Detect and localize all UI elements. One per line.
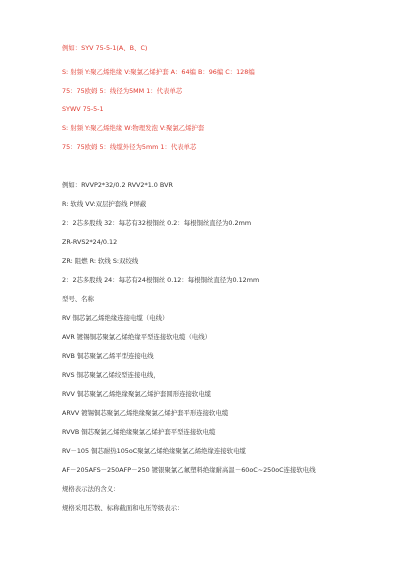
sywv-model-code: SYWV 75-5-1: [62, 105, 104, 113]
example-rvvp-heading: 例如：RVVP2*32/0.2 RVV2*1.0 BVR: [62, 181, 173, 189]
rvvp-code-explanation: R: 软线 VV:双层护套线 P屏蔽: [62, 200, 147, 208]
spec-meaning-heading: 规格表示法的含义：: [62, 485, 120, 493]
example-syv-heading: 例如：SYV 75-5-1(A、B、C): [62, 44, 148, 52]
model-rvv: RVV 铜芯聚氯乙烯绝缘聚氯乙烯护套圆形连接软电缆: [62, 390, 212, 398]
model-rv-105: RV－105 铜芯耐热105oC聚氯乙烯绝缘聚氯乙烯绝缘连接软电缆: [62, 447, 246, 455]
model-rvvb: RVVB 铜芯聚氯乙烯绝缘聚氯乙烯护套平型连接软电缆: [62, 428, 216, 436]
model-avr: AVR 镀锡铜芯聚氯乙烯绝缘平型连接软电缆（电线）: [62, 333, 212, 341]
model-rvb: RVB 铜芯聚氯乙烯平型连接电线: [62, 352, 154, 360]
sywv-code-explanation: S: 射频 Y:聚乙烯绝缘 W:物理发泡 V:聚氯乙烯护套: [62, 124, 205, 132]
sywv-size-explanation: 75：75欧姆 5：线缆外径为5mm 1：代表单芯: [62, 143, 197, 151]
model-af-series: AF－205AFS－250AFP－250 镀银聚氯乙氟塑料绝缘耐高温－60oC~250oC连接软电线: [62, 466, 316, 474]
model-rvs: RVS 铜芯聚氯乙烯绞型连接电线，: [62, 371, 160, 379]
syv-code-explanation: S: 射频 Y:聚乙烯绝缘 V:聚氯乙烯护套 A：64编 B：96编 C：128编: [62, 68, 255, 76]
model-name-heading: 型号、名称: [62, 295, 94, 303]
model-rv: RV 铜芯氯乙烯绝缘连接电缆（电线）: [62, 314, 169, 322]
zr-rvs-code-explanation: ZR: 阻燃 R: 软线 S:双绞线: [62, 257, 139, 265]
spec-format-description: 规格采用芯数、标称截面和电压等级表示：: [62, 504, 184, 512]
model-arvv: ARVV 镀锡铜芯聚氯乙烯绝缘聚氯乙烯护套平形连接软电缆: [62, 409, 229, 417]
rvvp-size-explanation: 2：2芯多股线 32：每芯有32根铜丝 0.2：每根铜丝直径为0.2mm: [62, 219, 252, 227]
zr-rvs-model-code: ZR-RVS2*24/0.12: [62, 238, 118, 246]
zr-rvs-size-explanation: 2：2芯多股线 24：每芯有24根铜丝 0.12：每根铜丝直径为0.12mm: [62, 276, 260, 284]
syv-size-explanation: 75：75欧姆 5：线径为5MM 1：代表单芯: [62, 87, 183, 95]
